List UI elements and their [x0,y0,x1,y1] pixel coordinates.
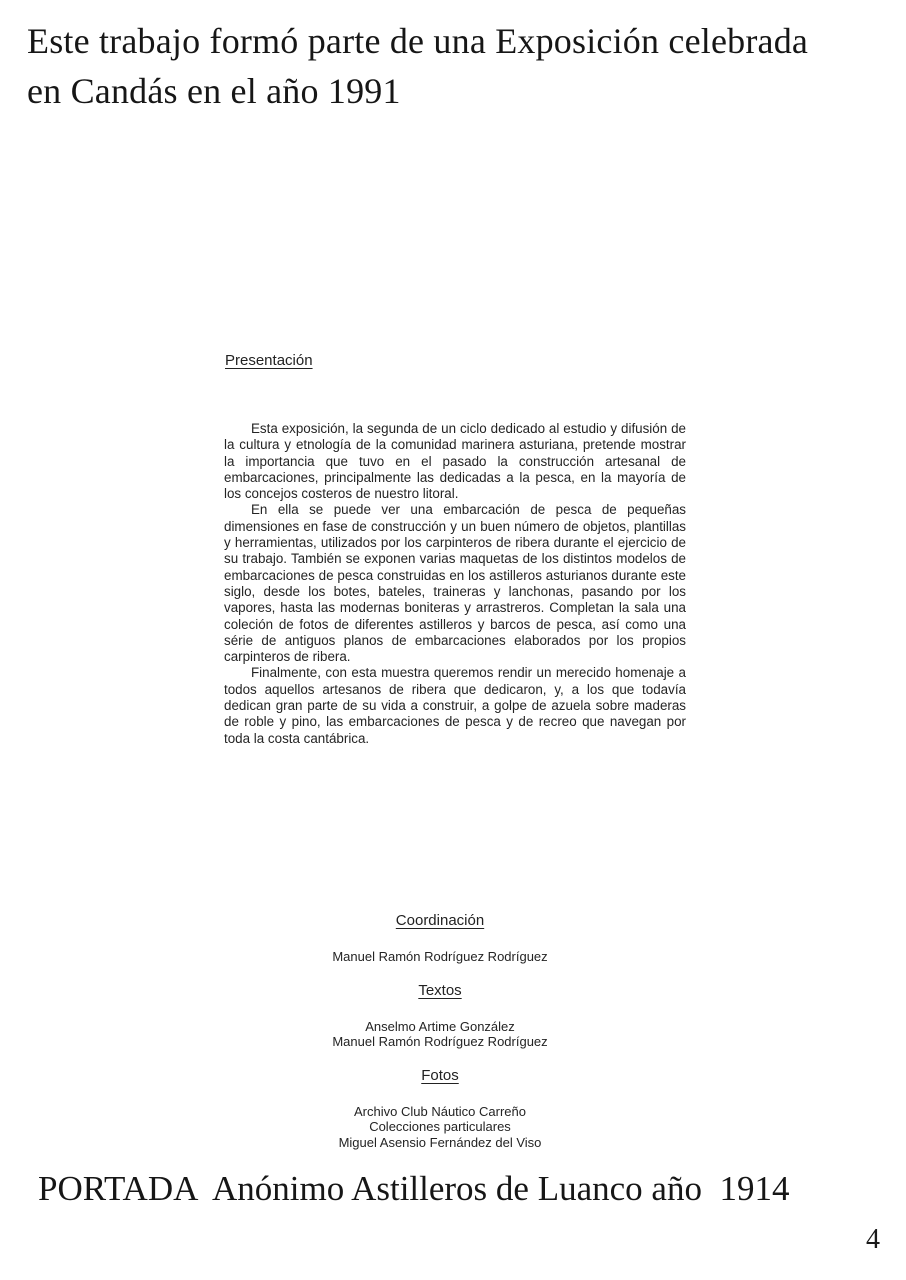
section-heading-presentacion: Presentación [225,352,313,369]
credit-name: Manuel Ramón Rodríguez Rodríguez [332,949,548,964]
credit-group-coordinacion [204,912,676,965]
paragraph-3: Finalmente, con esta muestra queremos rendir un merecido homenaje a todos aquellos artesanos de ribera que dedicaron, y, a los que todavía dedican gran parte de su vida a construir, a golpe de azuela sobre maderas de roble y pino, las embarcaciones de pesca y de recreo que navegan por toda la costa cantábrica. [224,665,686,746]
page-title [27,16,808,116]
credit-name: Colecciones particulares [369,1119,511,1134]
credit-name: Manuel Ramón Rodríguez Rodríguez [332,1034,548,1049]
credits-block [204,912,676,1167]
credit-heading-textos: Textos [418,981,462,999]
paragraph-1: Esta exposición, la segunda de un ciclo dedicado al estudio y difusión de la cultura y etnología de la comunidad marinera asturiana, pretende mostrar la importancia que tuvo en el pasado la construcción artesanal de embarcaciones, principalmente las dedicadas a la pesca, en la mayoría de los concejos costeros de nuestro litoral. [224,421,686,502]
credit-group-fotos [204,1067,676,1151]
credit-name: Anselmo Artime González [365,1018,515,1034]
credit-heading-fotos: Fotos [421,1066,459,1084]
presentation-text-block [224,421,686,747]
page-number: 4 [866,1224,880,1255]
credit-name: Archivo Club Náutico Carreño [354,1103,526,1119]
credit-group-textos [204,982,676,1050]
page-title-line-1: Este trabajo formó parte de una Exposición celebrada [27,21,809,61]
paragraph-2: En ella se puede ver una embarcación de pesca de pequeñas dimensiones en fase de construcción y un buen número de objetos, plantillas y herramientas, utilizados por los carpinteros de ribera durante el ejercicio de su trabajo. También se exponen varias maquetas de los distintos modelos de embarcaciones de pesca construidas en los astilleros asturianos durante este siglo, desde los botes, bateles, traineras y lanchonas, pasando por los vapores, hasta las modernas boniteras y arrastreros. Completan la sala una coleción de fotos de diferentes astilleros y barcos de pesca, así como una série de antiguos planos de embarcaciones elaborados por los propios carpinteros de ribera. [224,502,686,665]
cover-caption: PORTADA Anónimo Astilleros de Luanco año 1914 [38,1169,790,1208]
credit-heading-coordinacion: Coordinación [395,912,485,929]
page-title-line-2: en Candás en el año 1991 [27,71,401,111]
credit-name: Miguel Asensio Fernández del Viso [338,1134,542,1150]
